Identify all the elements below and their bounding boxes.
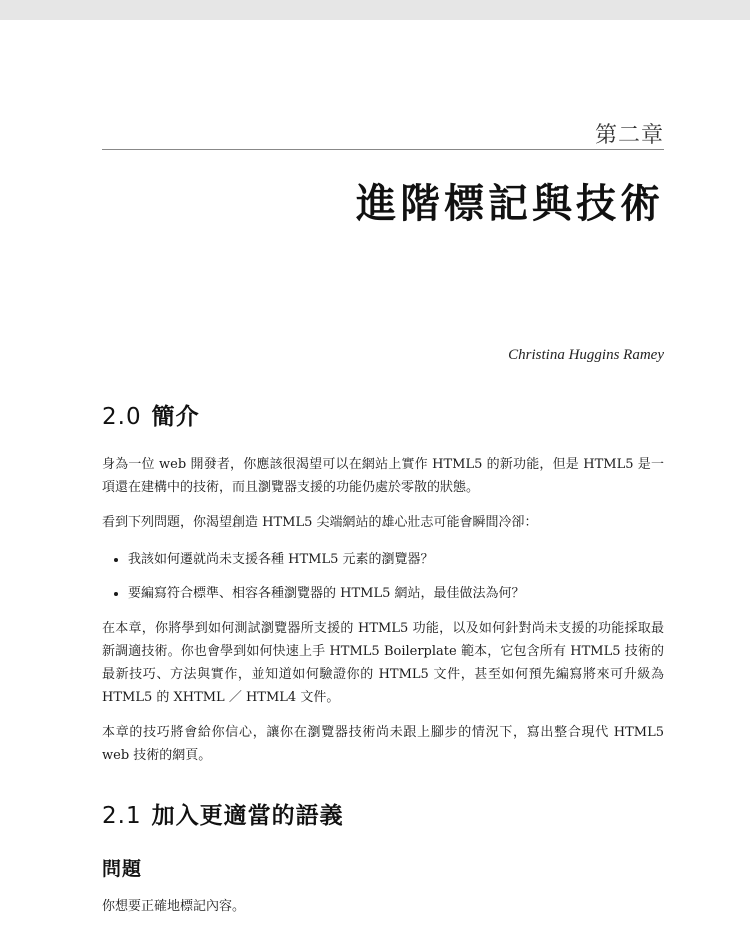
section-heading-2-1 (102, 797, 664, 830)
top-bar (0, 0, 750, 20)
paragraph: 你想要正確地標記內容。 (102, 899, 246, 914)
chapter-author: Christina Huggins Ramey (508, 347, 664, 363)
paragraph: 身為一位 web 開發者，你應該很渴望可以在網站上實作 HTML5 的新功能，但是 HTML5 是一項還在建構中的技術，而且瀏覽器支援的功能仍處於零散的狀態。 (102, 457, 664, 495)
list-item: • 我該如何遷就尚未支援各種 HTML5 元素的瀏覽器？ (128, 548, 664, 571)
subheading-problem: 問題 (102, 858, 143, 880)
chapter-title: 進階標記與技術 (356, 181, 664, 227)
section-title: 簡介 (151, 404, 200, 430)
chapter-divider (102, 149, 664, 150)
bullet-list (102, 548, 664, 605)
paragraph: 在本章，你將學到如何測試瀏覽器所支援的 HTML5 功能，以及如何針對尚未支援的功能採取最新調適技術。你也會學到如何快速上手 HTML5 Boilerplate 範本，它包含所有 HTML5 技術的最新技巧、方法與實作，並知道如何驗證你的 HTML5 文件，甚至如何預先編寫將來可升級為 HTML5 的 XHTML ／ HTML4 文件。 (102, 621, 664, 705)
section-number: 2.1 (102, 803, 142, 829)
paragraph: 本章的技巧將會給你信心，讓你在瀏覽器技術尚未跟上腳步的情況下，寫出整合現代 HTML5 web 技術的網頁。 (102, 725, 664, 763)
paragraph: 看到下列問題，你渴望創造 HTML5 尖端網站的雄心壯志可能會瞬間冷卻： (102, 515, 538, 530)
list-item: • 要編寫符合標準、相容各種瀏覽器的 HTML5 網站，最佳做法為何？ (128, 582, 664, 605)
section-title: 加入更適當的語義 (151, 803, 344, 829)
section-number: 2.0 (102, 404, 142, 430)
section-heading-2-0 (102, 398, 664, 431)
chapter-label: 第二章 (594, 123, 664, 148)
chapter-content (102, 398, 664, 918)
